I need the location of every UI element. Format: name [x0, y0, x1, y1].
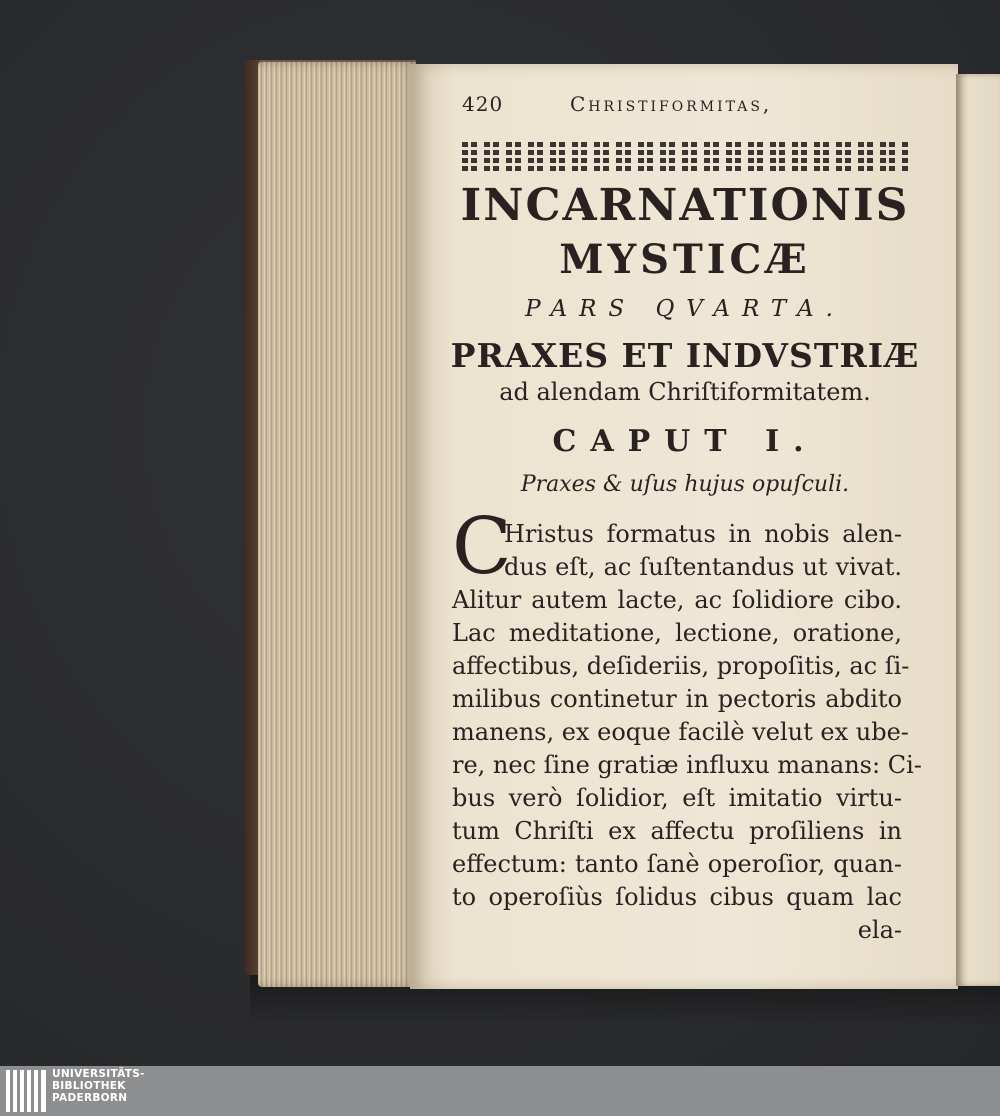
facing-page-edge — [956, 74, 1000, 986]
heading-line-2: MYSTICÆ — [559, 236, 811, 283]
body-line: Alitur autem lacte, ac ſolidiore cibo. — [452, 586, 902, 614]
body-line: affectibus, deſideriis, propoſitis, ac ſi- — [452, 652, 910, 680]
body-line: dus eſt, ac ſuſtentandus ut vivat. — [504, 553, 902, 581]
library-name-line-2: BIBLIOTHEK — [52, 1080, 126, 1092]
library-name — [52, 1068, 145, 1104]
library-name-line-1: UNIVERSITÄTS- — [52, 1068, 145, 1080]
body-line: effectum: tanto ſanè operoſior, quan- — [452, 850, 902, 878]
page-number: 420 — [462, 92, 504, 116]
body-line: re, nec ſine gratiæ influxu manans: Ci- — [452, 751, 922, 779]
drop-cap: C — [452, 502, 512, 592]
running-head — [462, 92, 882, 122]
library-name-line-3: PADERBORN — [52, 1092, 128, 1104]
body-line: bus verò ſolidior, eſt imitatio virtu- — [452, 784, 902, 812]
heading-line-1: INCARNATIONIS — [460, 180, 910, 231]
chapter-title: CAPUT I. — [552, 424, 818, 459]
running-title: Christiformitas, — [570, 92, 773, 116]
footer-bar — [0, 1066, 1000, 1116]
ornament-band — [462, 142, 910, 174]
body-line: milibus continetur in pectoris abdito — [452, 685, 902, 713]
section-title: PRAXES ET INDVSTRIÆ — [450, 336, 920, 375]
body-line: manens, ex eoque facilè velut ex ube- — [452, 718, 909, 746]
body-text — [452, 518, 922, 947]
page-block-edges — [258, 62, 416, 987]
body-line: Hristus formatus in nobis alen- — [504, 520, 902, 548]
body-line: to operoſiùs ſolidus cibus quam lac — [452, 883, 902, 911]
part-label: PARS QVARTA. — [525, 296, 845, 322]
body-line: tum Chriſti ex affectu proſiliens in — [452, 817, 902, 845]
section-subtitle: ad alendam Chriſtiformitatem. — [499, 378, 871, 406]
body-line: Lac meditatione, lectione, oratione, — [452, 619, 902, 647]
chapter-subtitle: Praxes & uſus hujus opuſculi. — [520, 472, 850, 497]
library-logo-icon — [6, 1070, 46, 1112]
catchword: ela- — [857, 916, 902, 944]
